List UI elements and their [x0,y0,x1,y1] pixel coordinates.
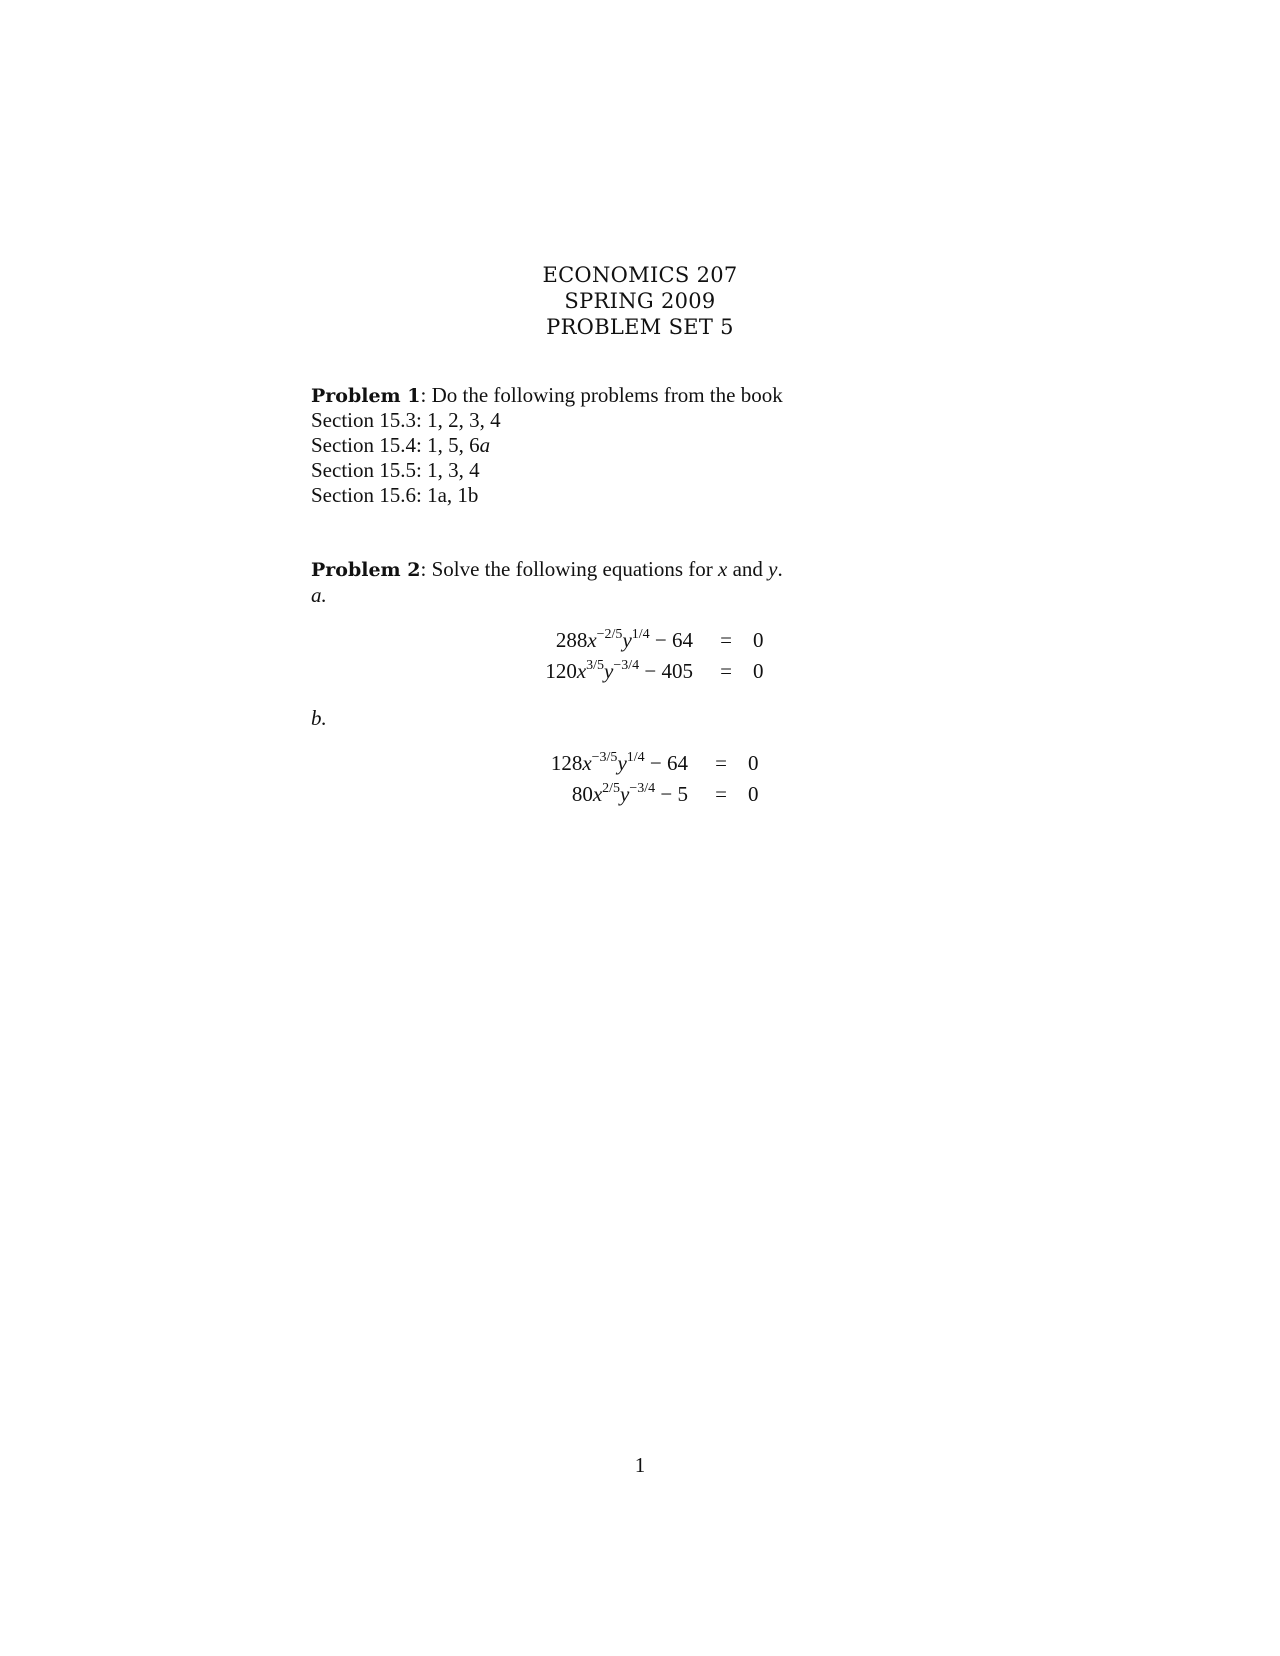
equals-sign: = [720,628,732,652]
section-name: Section 15.5: [311,458,422,482]
equation-lhs: $80x^{2/5}y^{-3/4} - 5$ [571,781,688,806]
equation-row [328,782,778,807]
equation-lhs: $128x^{-3/5}y^{1/4} - 64$ [550,750,688,775]
var-y: y [768,557,778,581]
section-line [311,483,478,508]
equation-lhs: $120x^{3/5}y^{-3/4} - 405$ [545,658,693,683]
page-number: 1 [634,1453,646,1477]
problem2-intro: : Solve the following equations for [420,557,718,581]
section-items: 1, 3, 4 [427,458,480,482]
term-title: SPRING 2009 [564,289,716,313]
period-text: . [777,557,783,581]
equals-sign: = [715,751,727,775]
equation-row [328,751,778,776]
section-line [311,458,480,483]
problem1-intro: : Do the following problems from the book [420,383,783,407]
part-b-label: b. [311,706,327,730]
equation-row [333,628,783,653]
set-title: PROBLEM SET 5 [546,315,734,339]
course-title: ECONOMICS 207 [542,263,738,287]
equals-sign: = [720,659,732,683]
and-text: and [727,557,769,581]
var-x: x [717,557,728,581]
equals-sign: = [715,782,727,806]
section-items: 1, 5, 6 [427,433,480,457]
part-a-label: a. [311,583,327,607]
problem1-heading [311,383,783,409]
equation-rhs: 0 [753,659,764,683]
equation-lhs: $288x^{-2/5}y^{1/4} - 64$ [555,627,693,652]
equation-rhs: 0 [748,751,759,775]
problem1-label: Problem 1 [311,385,421,407]
section-line [311,433,490,458]
equation-rhs: 0 [753,628,764,652]
equation-rhs: 0 [748,782,759,806]
equation-row [333,659,783,684]
section-items-italic: a [479,433,491,457]
problem2-heading [311,557,783,583]
section-line [311,408,501,433]
section-name: Section 15.6: [311,483,422,507]
section-name: Section 15.4: [311,433,422,457]
section-items: 1, 2, 3, 4 [427,408,501,432]
section-items: 1a, 1b [427,483,479,507]
problem2-label: Problem 2 [311,559,421,581]
document-title [0,262,1280,340]
section-name: Section 15.3: [311,408,422,432]
